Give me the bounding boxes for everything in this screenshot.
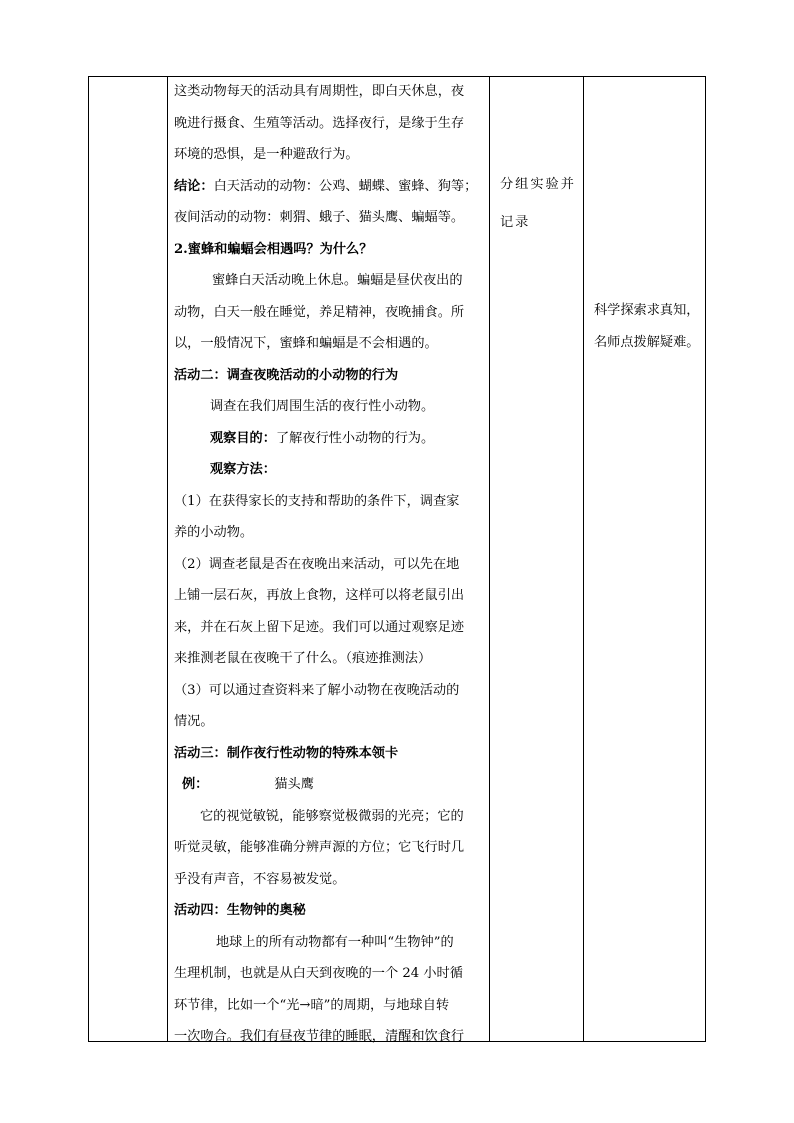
- content-line: [174, 209, 464, 227]
- content-line-text: 活动二：调查夜晚活动的小动物的行为: [174, 367, 399, 383]
- content-line: [174, 902, 306, 920]
- content-line: [174, 745, 398, 763]
- content-line: [174, 178, 477, 196]
- content-line: [174, 241, 372, 259]
- lesson-table: [88, 76, 706, 1042]
- content-line-text: 观察方法：: [210, 462, 276, 477]
- content-line-text: 来，并在石灰上留下足迹。我们可以通过观察足迹: [174, 619, 465, 635]
- content-line-text: 蜜蜂白天活动晚上休息。蝙蝠是昼伏夜出的: [212, 273, 463, 288]
- content-line: [174, 83, 464, 101]
- content-line: [210, 398, 434, 416]
- content-line-text: 养的小动物。: [174, 525, 254, 540]
- content-line-label: 例：: [182, 777, 209, 792]
- content-line-text: 生理机制，也就是从白天到夜晚的一个 24 小时循: [174, 966, 463, 981]
- content-line: [174, 367, 398, 385]
- content-line-text: 2.蜜蜂和蝙蝠会相遇吗？为什么？: [174, 241, 373, 257]
- content-line: [174, 493, 459, 511]
- content-line-text: 动物，白天一般在睡觉，养足精神，夜晚捕食。所: [174, 304, 465, 320]
- content-line-text: 一次吻合。我们有昼夜节律的睡眠，清醒和饮食行: [174, 1029, 465, 1044]
- content-line: [174, 965, 463, 983]
- content-line-text: 活动四：生物钟的奥秘: [174, 903, 306, 918]
- column-divider-2: [489, 77, 490, 1041]
- content-line-text: 晚进行摄食、生殖等活动。选择夜行，是缘于生存: [174, 115, 465, 131]
- content-line-text: 来推测老鼠在夜晚干了什么。（痕迹推测法）: [174, 651, 432, 666]
- content-line: [174, 839, 464, 857]
- design-intent-line-1: 科学探索求真知，: [594, 303, 700, 318]
- content-line-text: 环节律，比如一个“光→暗”的周期，与地球自转: [174, 997, 450, 1013]
- content-line-text: 调查在我们周围生活的夜行性小动物。: [210, 399, 435, 414]
- content-line-text: 它的视觉敏锐，能够察觉极微弱的光亮；它的: [200, 808, 464, 824]
- content-line-label: 观察目的：: [210, 430, 276, 446]
- content-line: [174, 619, 464, 637]
- student-activity-line-1: 分组实验并: [500, 177, 576, 192]
- content-line: [174, 115, 464, 133]
- content-line-text: 了解夜行性小动物的行为。: [275, 430, 435, 446]
- content-line: [200, 808, 464, 826]
- content-line-text: 夜间活动的动物：刺猬、蛾子、猫头鹰、蝙蝠等。: [174, 210, 465, 225]
- content-line: [174, 682, 459, 700]
- content-line: [174, 650, 431, 668]
- content-line: [174, 997, 449, 1015]
- content-line-text: 乎没有声音，不容易被发觉。: [174, 871, 346, 887]
- design-intent-line-2: 名师点拨解疑难。: [594, 335, 700, 350]
- column-divider-3: [583, 77, 584, 1041]
- content-line-label: 结论：: [174, 178, 214, 194]
- content-line: [174, 146, 359, 164]
- content-line: [210, 461, 276, 479]
- content-line-text: 地球上的所有动物都有一种叫“生物钟”的: [216, 934, 454, 950]
- content-line-text: 情况。: [174, 714, 214, 729]
- content-line: [216, 934, 454, 952]
- content-line-text: 听觉灵敏，能够准确分辨声源的方位；它飞行时几: [174, 840, 465, 855]
- student-activity-line-2: 记录: [500, 215, 531, 230]
- content-line: [174, 556, 459, 574]
- content-line-text: （3）可以通过查资料来了解小动物在夜晚活动的: [174, 682, 460, 698]
- content-line: [212, 272, 463, 290]
- content-line: [174, 524, 253, 542]
- content-line-text: 上铺一层石灰，再放上食物，这样可以将老鼠引出: [174, 588, 465, 603]
- content-line-text: 活动三：制作夜行性动物的特殊本领卡: [174, 745, 399, 761]
- content-line: [174, 871, 345, 889]
- content-line-text: 环境的恐惧，是一种避敌行为。: [174, 147, 359, 162]
- column-divider-1: [167, 77, 168, 1041]
- content-line-text: （1）在获得家长的支持和帮助的条件下，调查家: [174, 493, 460, 509]
- content-line: [174, 335, 438, 353]
- content-line: [174, 587, 464, 605]
- content-line: [174, 1028, 464, 1046]
- content-line: [174, 304, 464, 322]
- content-line-text: （2）调查老鼠是否在夜晚出来活动，可以先在地: [174, 556, 460, 572]
- content-line-text: 猫头鹰: [274, 777, 314, 792]
- content-line: [174, 713, 214, 731]
- content-line: [182, 776, 314, 794]
- content-line-text: 白天活动的动物：公鸡、蝴蝶、蜜蜂、狗等；: [213, 178, 478, 194]
- content-line-text: 这类动物每天的活动具有周期性，即白天休息，夜: [174, 84, 465, 99]
- content-line: [210, 430, 434, 448]
- content-line-text: 以，一般情况下，蜜蜂和蝙蝠是不会相遇的。: [174, 336, 438, 351]
